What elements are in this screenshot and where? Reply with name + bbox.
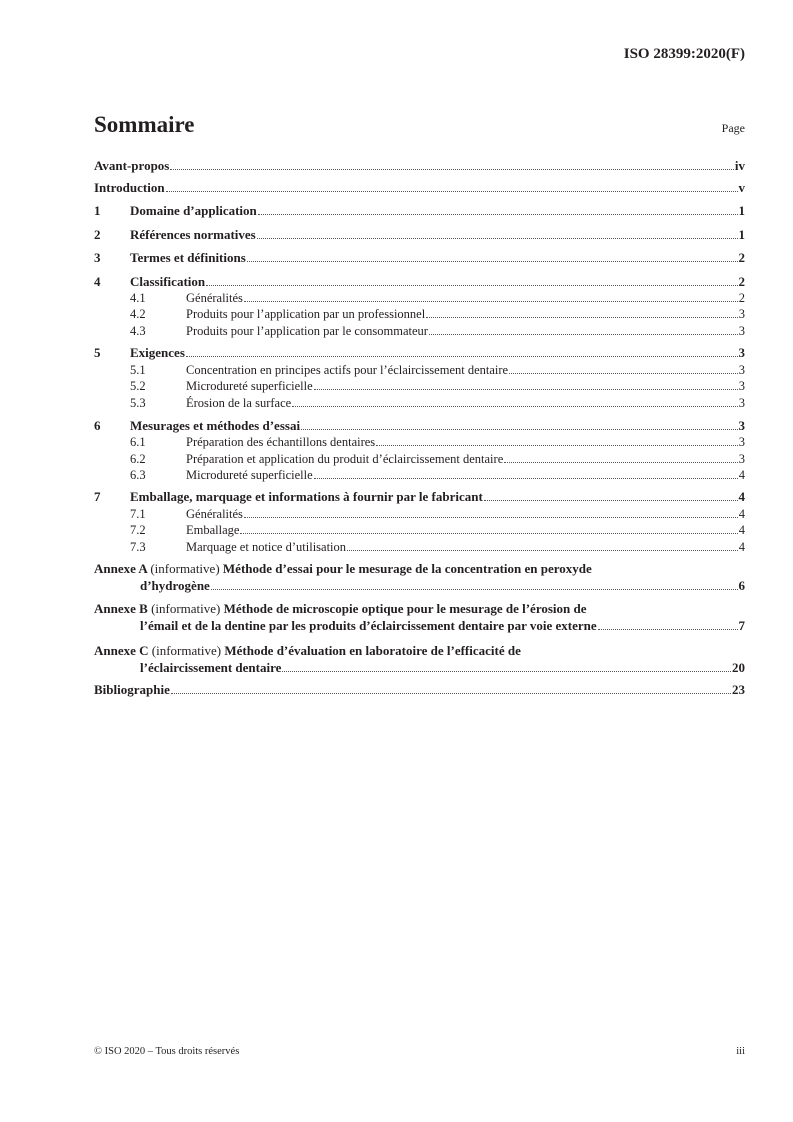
toc-entry-title: Exigences — [130, 345, 185, 360]
toc-entry-number: 4.2 — [130, 307, 146, 321]
dot-leader — [211, 589, 738, 590]
toc-entry[interactable] — [94, 180, 745, 196]
toc-entry-page: 2 — [738, 291, 745, 305]
toc-entry[interactable] — [94, 378, 745, 394]
toc-entry-number: 3 — [94, 250, 101, 265]
toc-entry-number: 2 — [94, 227, 101, 242]
toc-entry-page: 3 — [738, 379, 745, 393]
toc-entry-page: 4 — [738, 523, 745, 537]
page-title: Sommaire — [94, 112, 195, 137]
toc-entry-title: Microdureté superficielle — [186, 379, 313, 393]
annex-title-part2: d’hydrogène — [140, 578, 210, 593]
toc-entry-number: 5.1 — [130, 363, 146, 377]
toc-entry-page: 3 — [738, 363, 745, 377]
toc-entry[interactable] — [94, 506, 745, 522]
dot-leader — [376, 445, 738, 446]
toc-entry-number: 4 — [94, 274, 101, 289]
toc-entry-number: 5.3 — [130, 396, 146, 410]
toc-bibliography-entry[interactable] — [94, 682, 745, 698]
annex-title-part1: Méthode de microscopie optique pour le mesurage de l’érosion de — [223, 601, 587, 616]
toc-entry-title: Généralités — [186, 291, 243, 305]
toc-entry-page: 1 — [738, 227, 745, 242]
dot-leader — [257, 238, 738, 239]
toc-entry-title: Références normatives — [130, 227, 256, 242]
toc-entry-page: 3 — [738, 307, 745, 321]
toc-entry[interactable] — [94, 203, 745, 219]
toc-entry-page: 3 — [738, 396, 745, 410]
dot-leader — [598, 629, 738, 630]
toc-entry-title: Emballage — [186, 523, 240, 537]
toc-entry-number: 6.1 — [130, 435, 146, 449]
page-number: iii — [736, 1046, 745, 1057]
toc-entry-title: Marquage et notice d’utilisation — [186, 540, 347, 554]
annex-type: (informative) — [150, 561, 220, 576]
toc-entry-title: Termes et définitions — [130, 250, 246, 265]
annex-label: Annexe C — [94, 643, 149, 658]
toc-entry[interactable] — [94, 306, 745, 322]
toc-entry-number: 5.2 — [130, 379, 146, 393]
annex-continuation-line — [94, 618, 745, 634]
annex-title-part1: Méthode d’évaluation en laboratoire de l’efficacité de — [224, 643, 521, 658]
toc-entry[interactable] — [94, 158, 745, 174]
annex-heading-line — [94, 561, 745, 577]
toc-entry-title: Avant-propos — [94, 158, 170, 173]
toc-entry-page: 1 — [738, 203, 745, 218]
toc-entry[interactable] — [94, 434, 745, 450]
toc-entry[interactable] — [94, 418, 745, 434]
dot-leader — [292, 406, 738, 407]
page-column-label: Page — [721, 121, 745, 135]
toc-entry-number: 6 — [94, 418, 101, 433]
toc-annex-entry[interactable] — [94, 643, 745, 676]
dot-leader — [258, 214, 738, 215]
annex-label: Annexe A — [94, 561, 148, 576]
toc-entry-number: 6.3 — [130, 468, 146, 482]
toc-entry[interactable] — [94, 323, 745, 339]
toc-entry-number: 7.2 — [130, 523, 146, 537]
toc-entry-title: Mesurages et méthodes d’essai — [130, 418, 301, 433]
annex-title-part2: l’émail et de la dentine par les produits d’éclaircissement dentaire par voie externe — [140, 618, 597, 633]
toc-entry-page: 23 — [732, 682, 745, 697]
toc-entry-title: Emballage, marquage et informations à fournir par le fabricant — [130, 489, 483, 504]
toc-entry[interactable] — [94, 274, 745, 290]
toc-entry-title: Domaine d’application — [130, 203, 257, 218]
dot-leader — [301, 429, 737, 430]
toc-entry-page: 4 — [738, 489, 745, 504]
annex-heading-line — [94, 601, 745, 617]
dot-leader — [240, 533, 737, 534]
toc-entry[interactable] — [94, 345, 745, 361]
toc-entry[interactable] — [94, 489, 745, 505]
annex-continuation-line — [94, 578, 745, 594]
annex-type: (informative) — [151, 601, 221, 616]
toc-entry-title: Préparation et application du produit d’éclaircissement dentaire — [186, 452, 504, 466]
toc-entry-page: 3 — [738, 418, 745, 433]
toc-entry[interactable] — [94, 362, 745, 378]
toc-entry-page: 3 — [738, 435, 745, 449]
toc-entry-title: Classification — [130, 274, 206, 289]
toc-entry[interactable] — [94, 290, 745, 306]
dot-leader — [484, 500, 738, 501]
annex-label: Annexe B — [94, 601, 148, 616]
toc-entry-page: 20 — [732, 660, 745, 675]
annex-title-part2: l’éclaircissement dentaire — [140, 660, 282, 675]
dot-leader — [244, 301, 738, 302]
dot-leader — [504, 462, 738, 463]
dot-leader — [170, 169, 734, 170]
toc-entry-page: iv — [734, 158, 745, 173]
toc-entry[interactable] — [94, 522, 745, 538]
toc-entry[interactable] — [94, 467, 745, 483]
toc-entry-page: 4 — [738, 540, 745, 554]
toc-entry-page: 3 — [738, 345, 745, 360]
page-footer — [94, 1046, 745, 1057]
dot-leader — [314, 389, 738, 390]
toc-entry-title: Érosion de la surface — [186, 396, 292, 410]
toc-entry-page: 2 — [738, 250, 745, 265]
dot-leader — [314, 478, 738, 479]
toc-entry-number: 6.2 — [130, 452, 146, 466]
toc-entry-number: 7.1 — [130, 507, 146, 521]
annex-title-part1: Méthode d’essai pour le mesurage de la concentration en peroxyde — [222, 561, 592, 576]
toc-entry-page: 6 — [738, 578, 745, 593]
toc-entry-title: Produits pour l’application par un professionnel — [186, 307, 426, 321]
toc-entry-number: 7.3 — [130, 540, 146, 554]
toc-entry-number: 4.3 — [130, 324, 146, 338]
document-id: ISO 28399:2020(F) — [623, 46, 745, 62]
dot-leader — [429, 334, 738, 335]
toc-entry-title: Produits pour l’application par le consommateur — [186, 324, 428, 338]
annex-heading-line — [94, 643, 745, 659]
toc-entry-number: 4.1 — [130, 291, 146, 305]
toc-entry-page: 2 — [738, 274, 745, 289]
toc-entry-page: 4 — [738, 468, 745, 482]
dot-leader — [426, 317, 738, 318]
toc-entry[interactable] — [94, 250, 745, 266]
dot-leader — [247, 261, 738, 262]
toc-annex-entry[interactable] — [94, 601, 745, 634]
toc-entry-title: Bibliographie — [94, 682, 170, 697]
dot-leader — [166, 191, 738, 192]
toc-entry-title: Préparation des échantillons dentaires — [186, 435, 376, 449]
copyright-notice: © ISO 2020 – Tous droits réservés — [94, 1046, 240, 1057]
toc-entry-page: 3 — [738, 324, 745, 338]
annex-type: (informative) — [151, 643, 222, 658]
toc-annex-entry[interactable] — [94, 561, 745, 594]
toc-entry[interactable] — [94, 227, 745, 243]
toc-entry-title: Microdureté superficielle — [186, 468, 313, 482]
toc-entry-number: 7 — [94, 489, 101, 504]
toc-entry[interactable] — [94, 451, 745, 467]
dot-leader — [244, 517, 738, 518]
dot-leader — [206, 285, 737, 286]
toc-entry-page: 4 — [738, 507, 745, 521]
dot-leader — [347, 550, 738, 551]
dot-leader — [186, 356, 738, 357]
toc-entry-title: Généralités — [186, 507, 243, 521]
toc-entry-title: Concentration en principes actifs pour l’éclaircissement dentaire — [186, 363, 509, 377]
toc-entry[interactable] — [94, 539, 745, 555]
dot-leader — [509, 373, 738, 374]
dot-leader — [171, 693, 731, 694]
toc-entry[interactable] — [94, 395, 745, 411]
toc-entry-page: 3 — [738, 452, 745, 466]
toc-entry-page: v — [738, 180, 745, 195]
toc-entry-page: 7 — [738, 618, 745, 633]
toc-entry-title: Introduction — [94, 180, 165, 195]
toc-entry-number: 1 — [94, 203, 101, 218]
dot-leader — [282, 671, 731, 672]
annex-continuation-line — [94, 660, 745, 676]
toc-entry-number: 5 — [94, 345, 101, 360]
